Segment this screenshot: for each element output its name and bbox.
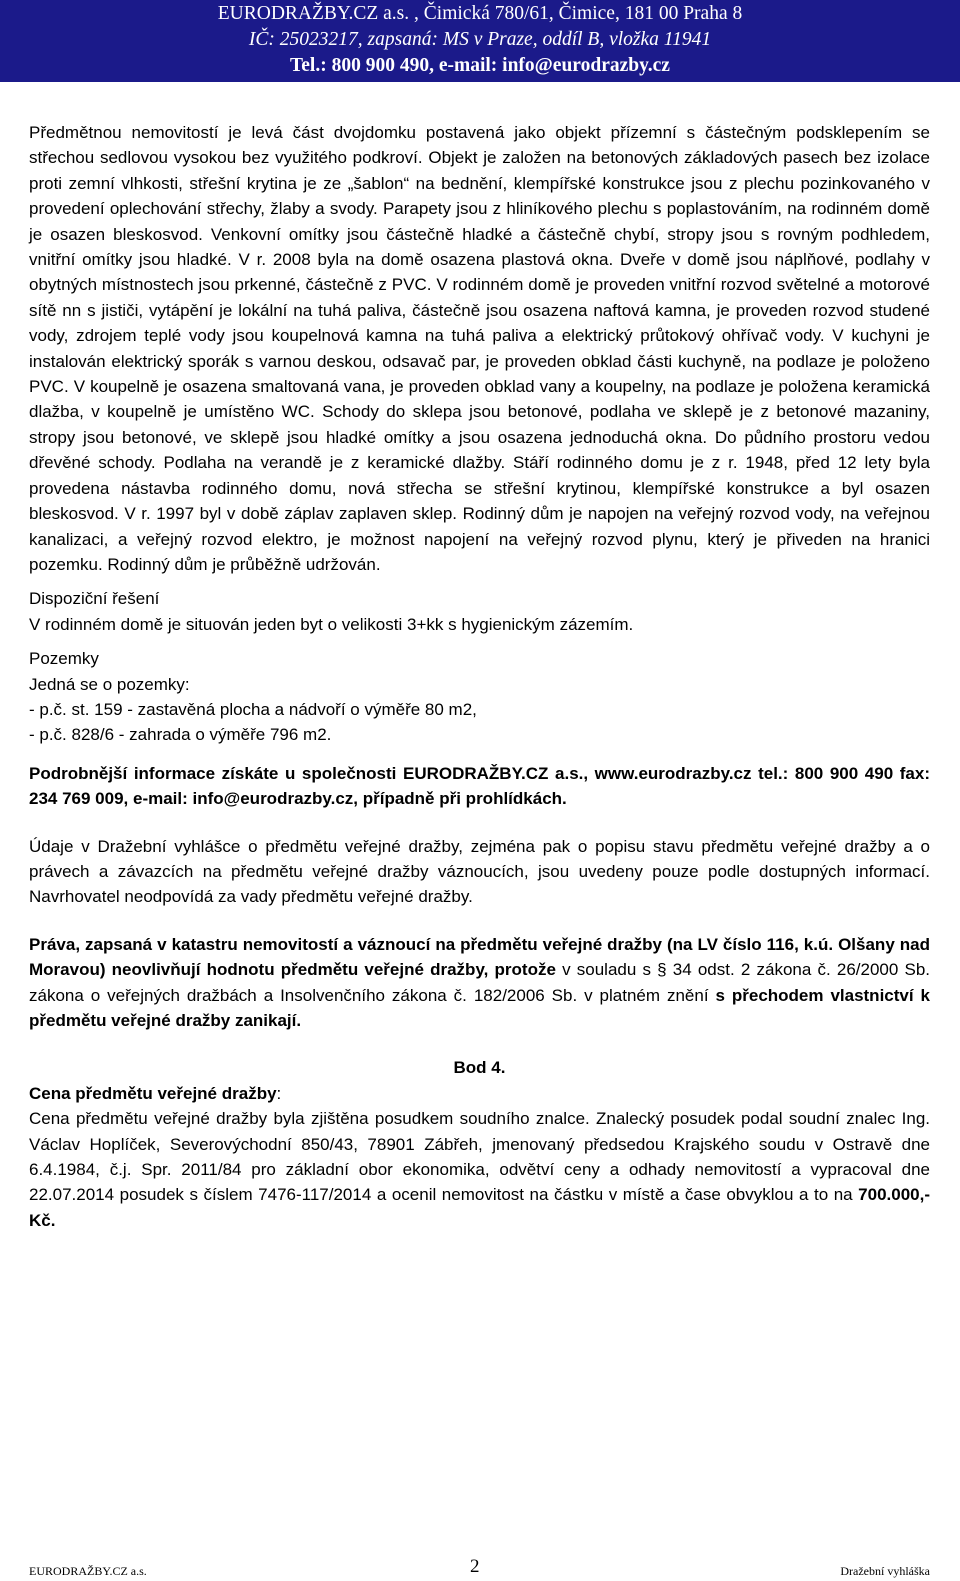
rights-legal-reference: v souladu s § 34 odst. 2 zákona č. 26/2000 Sb. zákona o veřejných dražbách a Insolvenčního zákona č. 182/2006 Sb. v platném znění (29, 960, 931, 1005)
letterhead (0, 0, 960, 82)
land-intro: Jedná se o pozemky: (29, 674, 190, 694)
layout-heading: Dispoziční řešení (29, 589, 160, 609)
layout-text: V rodinném domě je situován jeden byt o velikosti 3+kk s hygienickým zázemím. (29, 614, 634, 634)
price-text: Cena předmětu veřejné dražby byla zjištěna posudkem soudního znalce. Znalecký posudek podal soudní znalec Ing. Václav Hoplíček, Severovýchodní 850/43, 78901 Zábřeh, jmenovaný předsedou Krajského soudu v Ostravě dne 6.4.1984, č.j. Spr. 2011/84 pro základní obor ekonomika, odvětví ceny a odhady nemovitostí a vypracoval dne 22.07.2014 posudek s číslem 7476-117/2014 a ocenil nemovitost na částku v místě a čase obvyklou a to na (29, 1109, 930, 1205)
price-value: 700.000,- Kč. (29, 1185, 930, 1230)
section-title: Bod 4. (453, 1058, 506, 1078)
page-number: 2 (470, 1556, 480, 1577)
page-footer (0, 1548, 960, 1581)
price-paragraph (29, 1106, 930, 1233)
rights-bold-lead: Práva, zapsaná v katastru nemovitostí a váznoucí na předmětu veřejné dražby (na LV číslo 116, k.ú. Olšany nad Moravou) neovlivňují hodnotu předmětu veřejné dražby, protože (29, 934, 930, 980)
disclaimer: Údaje v Dražební vyhlášce o předmětu veřejné dražby, zejména pak o popisu stavu předmětu veřejné dražby a o právech a závazcích na předmětu veřejné dražby váznoucích, jsou uvedeny pouze podle dostupných informací. Navrhovatel neodpovídá za vady předmětu veřejné dražby. (29, 836, 930, 907)
price-heading-colon: : (276, 1083, 282, 1103)
land-heading: Pozemky (29, 649, 99, 669)
land-item: - p.č. st. 159 - zastavěná plocha a nádvoří o výměře 80 m2, (29, 699, 477, 719)
property-description: Předmětnou nemovitostí je levá část dvojdomku postavená jako objekt přízemní s částečným podsklepením se střechou sedlovou vysokou bez využitého podkroví. Objekt je založen na betonových základových pasech bez izolace proti zemní vlhkosti, střešní krytina je ze „šablon“ na bednění, klempířské konstrukce jsou z plechu pozinkovaného v provedení oplechování střechy, žlaby a svody. Parapety jsou z hliníkového plechu s poplastováním, na rodinném domě je osazen bleskosvod. Venkovní omítky jsou částečně hladké a částečně chybí, stropy jsou s rovným podhledem, vnitřní omítky jsou hladké. V r. 2008 byla na domě osazena plastová okna. Dveře v domě jsou náplňové, podlahy v obytných místnostech jsou prkenné, částečně z PVC. V rodinném domě je proveden vnitřní rozvod světelné a motorové sítě nn s jističi, vytápění je lokální na tuhá paliva, částečně jsou osazena naftová kamna, je proveden rozvod studené vody, zdrojem teplé vody jsou koupelnová kamna na tuhá paliva a elektrický průtokový ohřívač vody. V kuchyni je instalován elektrický sporák s varnou deskou, odsavač par, je proveden obklad části kuchyně, na podlaze je položeno PVC. V koupelně je osazena smaltovaná vana, je proveden obklad vany a koupelny, na podlaze je položena keramická dlažba, v koupelně je umístěno WC. Schody do sklepa jsou betonové, podlaha ve sklepě je z betonové mazaniny, stropy jsou betonové, ve sklepě jsou hladké omítky a jsou osazena jednoduchá okna. Do půdního prostoru vedou dřevěné schody. Podlaha na verandě je z keramické dlažby. Stáří rodinného domu je z r. 1948, před 12 lety byla provedena nástavba rodinného domu, nová střecha se střešní krytinou, klempířské konstrukce a byl osazen bleskosvod. V r. 1997 byl v době záplav zaplaven sklep. Rodinný dům je napojen na veřejný rozvod vody, na veřejnou kanalizaci, a veřejný rozvod elektro, je možnost napojení na veřejný rozvod plynu, který je přiveden na hranici pozemku. Rodinný dům je průběžně udržován. (29, 123, 930, 574)
rights-bold-conclusion: s přechodem vlastnictví k předmětu veřejné dražby zanikají. (29, 985, 930, 1030)
letterhead-company: EURODRAŽBY.CZ a.s. , Čimická 780/61, Čimice, 181 00 Praha 8 (217, 3, 743, 24)
price-heading-line (29, 1081, 930, 1106)
letterhead-contact: Tel.: 800 900 490, e-mail: info@eurodrazby.cz (290, 55, 670, 76)
rights-paragraph (29, 932, 930, 1034)
letterhead-registration: IČ: 25023217, zapsaná: MS v Praze, oddíl B, vložka 11941 (248, 29, 712, 50)
land-item: - p.č. 828/6 - zahrada o výměře 796 m2. (29, 725, 332, 745)
footer-company: EURODRAŽBY.CZ a.s. (29, 1564, 147, 1578)
footer-document-title: Dražební vyhláška (840, 1564, 930, 1578)
contact-info: Podrobnější informace získáte u společnosti EURODRAŽBY.CZ a.s., www.eurodrazby.cz tel.: 800 900 490 fax: 234 769 009, e-mail: info@eurodrazby.cz, případně při prohlídkách. (29, 763, 930, 809)
price-heading: Cena předmětu veřejné dražby (29, 1083, 277, 1103)
document-body (29, 120, 930, 1233)
